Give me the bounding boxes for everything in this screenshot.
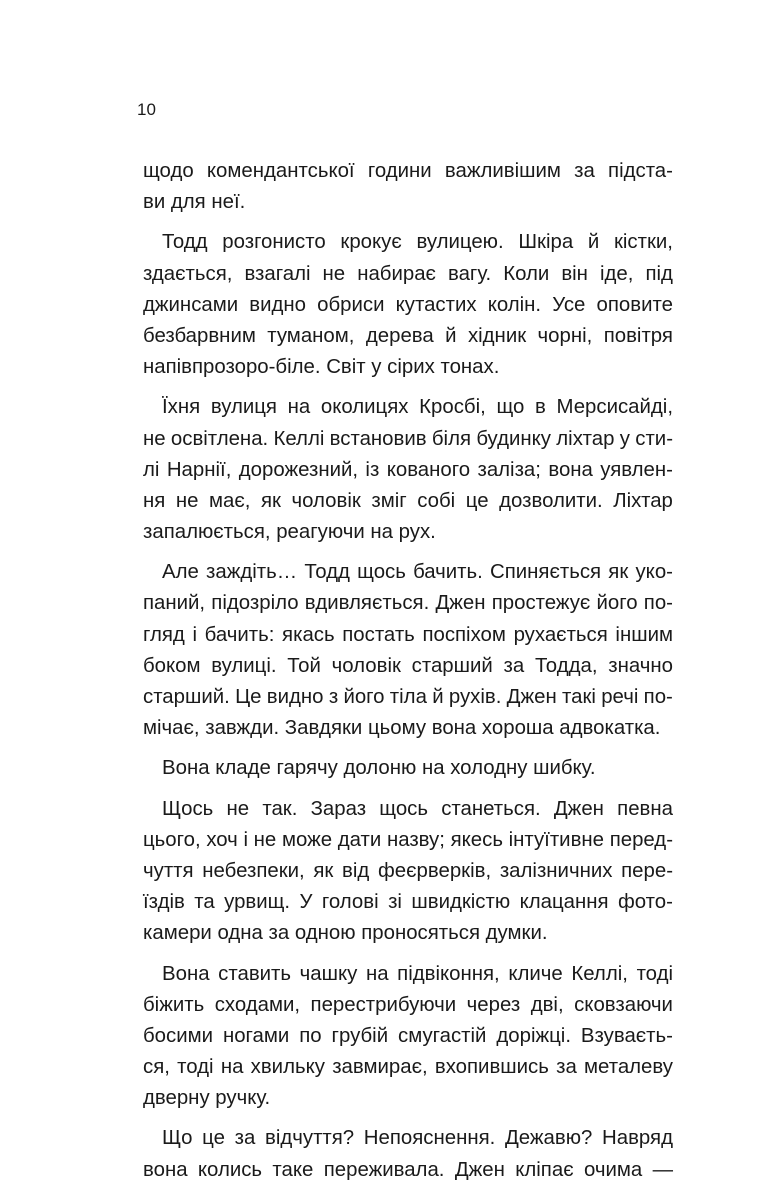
word: хоч — [206, 828, 238, 851]
word: це — [465, 489, 489, 512]
word: це — [202, 1127, 225, 1150]
word: чашку — [299, 962, 358, 985]
text-line — [143, 486, 673, 517]
word: дозволити. — [499, 489, 603, 512]
word: має, — [209, 489, 251, 512]
word: цього, — [143, 828, 201, 851]
word: ня — [143, 489, 166, 512]
word: Зараз — [310, 797, 367, 820]
word: може — [281, 828, 333, 851]
word: так. — [262, 797, 298, 820]
word: Тодд — [304, 561, 350, 584]
text-line — [143, 794, 673, 825]
word: у — [619, 427, 630, 450]
text-line: напівпрозоро-біле. Світ у сірих тонах. — [143, 356, 500, 379]
word: кутастих — [395, 293, 477, 316]
word: будинку — [476, 427, 551, 450]
word: Дежавю? — [504, 1127, 593, 1150]
word: ставить — [218, 962, 292, 985]
word: не — [253, 828, 277, 851]
word: іншим — [615, 623, 673, 646]
word: Мерсисайді, — [556, 396, 673, 419]
word: речі — [601, 686, 639, 708]
word: поспіхом — [422, 623, 506, 646]
word: хвильку — [250, 1056, 325, 1079]
text-line — [143, 424, 673, 455]
word: їздів — [143, 891, 185, 914]
word: туманом, — [267, 324, 355, 347]
word: кліпає — [515, 1158, 574, 1181]
word: Той — [287, 654, 321, 677]
word: вхопившись — [434, 1056, 549, 1079]
word: Тодд — [162, 231, 208, 254]
paragraph — [143, 557, 673, 744]
page-number: 10 — [137, 100, 156, 119]
word: оповите — [596, 293, 673, 316]
word: Це — [235, 686, 262, 708]
word: Тодда, — [534, 654, 598, 677]
word: набирає — [357, 262, 436, 285]
word: Джен — [506, 686, 557, 708]
word: гляд — [143, 623, 185, 646]
word: бачить: — [204, 623, 275, 646]
text-line: ви для неї. — [143, 191, 246, 214]
word: зі — [388, 891, 402, 914]
word: й — [445, 324, 457, 347]
text-line — [143, 887, 673, 918]
text-line — [143, 682, 673, 713]
word: феєрверків, — [378, 859, 492, 882]
word: уко- — [635, 561, 673, 584]
word: зміг — [371, 489, 407, 512]
word: Що — [162, 1127, 193, 1150]
word: від — [342, 859, 370, 882]
text-line — [143, 290, 673, 321]
word: рухається — [513, 623, 608, 646]
word: Нарнії, — [166, 458, 232, 481]
word: дерева — [365, 324, 434, 347]
text-line: дверну ручку. — [143, 1087, 271, 1110]
text-line: камери одна за одною проносяться думки. — [143, 922, 548, 945]
word: як — [261, 489, 281, 512]
text-line — [143, 1123, 673, 1154]
word: на — [220, 1056, 244, 1079]
word: години — [367, 160, 432, 182]
word: Навряд — [602, 1127, 673, 1150]
word: перед- — [609, 828, 673, 851]
word: колін. — [487, 293, 542, 316]
text-line — [143, 825, 673, 856]
word: не — [143, 427, 166, 450]
word: назву; — [386, 828, 445, 851]
word: за — [234, 1127, 256, 1150]
word: безбарвним — [143, 324, 256, 347]
word: Їхня — [162, 396, 201, 419]
word: ногами — [222, 1024, 290, 1047]
paragraph — [143, 959, 673, 1115]
word: його — [596, 592, 638, 615]
paragraph — [143, 753, 673, 784]
word: по- — [643, 592, 673, 615]
word: станеться. — [441, 797, 541, 820]
body-text — [143, 156, 673, 1186]
word: лі — [143, 458, 160, 481]
word: урвищ. — [224, 891, 291, 914]
paragraph — [143, 392, 673, 548]
word: завмирає, — [332, 1056, 428, 1079]
word: Келлі — [273, 427, 325, 450]
word: по- — [643, 686, 673, 708]
word: швидкістю — [411, 891, 511, 914]
text-line — [143, 156, 673, 187]
word: переживала. — [323, 1158, 445, 1181]
paragraph — [143, 227, 673, 383]
word: Келлі, — [571, 962, 628, 985]
word: Джен — [553, 797, 604, 820]
word: старший. — [143, 686, 230, 708]
word: Ліхтар — [613, 489, 673, 512]
word: підвіконня, — [397, 962, 500, 985]
word: доріжці. — [496, 1024, 571, 1047]
word: колись — [197, 1158, 263, 1181]
text-line — [143, 651, 673, 682]
word: Щось — [162, 797, 214, 820]
word: комендантської — [206, 160, 355, 182]
paragraph — [143, 1123, 673, 1185]
word: простежує — [491, 592, 591, 615]
word: Кросбі, — [419, 396, 486, 419]
word: що — [496, 396, 525, 419]
word: й — [587, 231, 600, 254]
word: і — [192, 623, 197, 646]
word: хідник — [467, 324, 527, 347]
word: вулиця — [210, 396, 277, 419]
word: Шкіра — [518, 231, 574, 254]
word: вулицею. — [416, 231, 504, 254]
word: джинсами — [143, 293, 239, 316]
word: з — [328, 686, 339, 708]
word: небезпеки, — [202, 859, 305, 882]
word: й — [432, 686, 444, 708]
text-line — [143, 557, 673, 588]
word: грубій — [331, 1024, 389, 1047]
word: собі — [417, 489, 456, 512]
word: через — [466, 993, 521, 1016]
word: вулиці. — [211, 654, 277, 677]
word: чуття — [143, 859, 194, 882]
paragraph — [143, 156, 673, 218]
word: на — [287, 396, 311, 419]
word: видно — [249, 293, 307, 316]
text-line — [143, 620, 673, 651]
word: і — [243, 828, 248, 851]
word: щось — [357, 561, 406, 584]
word: ліхтар — [556, 427, 615, 450]
word: голові — [321, 891, 379, 914]
word: не — [226, 797, 250, 820]
word: очима — [583, 1158, 643, 1181]
word: чоловік — [331, 654, 401, 677]
word: дорожезний, — [238, 458, 359, 481]
word: старший — [411, 654, 493, 677]
text-line — [143, 392, 673, 423]
word: іде, — [599, 262, 634, 285]
word: важливішим — [444, 160, 561, 182]
word: біжить — [143, 993, 205, 1016]
word: розгонисто — [222, 231, 326, 254]
word: Непояснення. — [363, 1127, 496, 1150]
word: обриси — [317, 293, 385, 316]
word: околицях — [320, 396, 409, 419]
word: Коли — [503, 262, 550, 285]
word: здається, — [143, 262, 233, 285]
word: освітлена. — [170, 427, 269, 450]
word: дати — [337, 828, 382, 851]
word: паний, — [143, 592, 206, 615]
word: значно — [608, 654, 673, 677]
word: У — [299, 891, 313, 914]
text-line — [143, 990, 673, 1021]
word: тіла — [389, 686, 427, 708]
word: не — [175, 489, 199, 512]
word: щось — [379, 797, 428, 820]
word: під — [645, 262, 673, 285]
text-line — [143, 1155, 673, 1186]
word: якась — [282, 623, 335, 646]
word: такі — [562, 686, 596, 708]
text-line — [143, 1052, 673, 1083]
word: вона — [143, 1158, 188, 1181]
word: Усе — [552, 293, 586, 316]
word: чоловік — [291, 489, 361, 512]
word: Джен — [454, 1158, 505, 1181]
word: повітря — [603, 324, 673, 347]
text-line: запалюється, реагуючи на рух. — [143, 521, 436, 544]
word: Вона — [162, 962, 210, 985]
word: підозріло — [211, 592, 299, 615]
text-line — [143, 1021, 673, 1052]
word: вагу. — [447, 262, 492, 285]
word: та — [194, 891, 215, 914]
word: за — [556, 1056, 577, 1079]
word: підста- — [608, 160, 673, 182]
word: заліза; — [477, 458, 541, 481]
word: клацання — [519, 891, 609, 914]
word: вона — [548, 458, 593, 481]
word: в — [534, 396, 546, 419]
word: Взуваєть- — [580, 1024, 673, 1047]
word: постать — [342, 623, 415, 646]
word: як — [608, 561, 629, 584]
word: сходами, — [214, 993, 301, 1016]
word: Джен — [435, 592, 486, 615]
text-line: Вона кладе гарячу долоню на холодну шибку. — [162, 757, 596, 780]
word: біля — [431, 427, 472, 450]
word: його — [343, 686, 385, 708]
text-line: мічає, завжди. Завдяки цьому вона хороша адвокатка. — [143, 717, 661, 740]
word: кличе — [508, 962, 563, 985]
word: кістки, — [613, 231, 673, 254]
word: видно — [266, 686, 324, 708]
word: тоді — [636, 962, 673, 985]
word: інтуїтивне — [508, 828, 605, 851]
word: встановив — [329, 427, 427, 450]
word: ся, — [143, 1056, 170, 1079]
word: дві, — [530, 993, 564, 1016]
word: він — [561, 262, 588, 285]
word: по — [299, 1024, 322, 1047]
word: уявлен- — [600, 458, 673, 481]
word: заждіть… — [206, 561, 298, 584]
word: рухів. — [448, 686, 502, 708]
word: залізничних — [499, 859, 613, 882]
word: певна — [617, 797, 673, 820]
word: металеву — [584, 1056, 673, 1079]
word: вдивляється. — [304, 592, 430, 615]
word: за — [503, 654, 525, 677]
word: не — [322, 262, 346, 285]
paragraph — [143, 794, 673, 950]
word: чорні, — [537, 324, 593, 347]
text-line — [143, 227, 673, 258]
text-line — [143, 455, 673, 486]
word: бачить. — [413, 561, 483, 584]
word: на — [365, 962, 389, 985]
text-line — [143, 259, 673, 290]
word: фото- — [617, 891, 673, 914]
word: пере- — [621, 859, 673, 882]
word: якесь — [450, 828, 503, 851]
text-line — [143, 856, 673, 887]
word: кованого — [386, 458, 471, 481]
word: із — [365, 458, 380, 481]
word: Але — [162, 561, 199, 584]
text-line — [143, 321, 673, 352]
word: тоді — [177, 1056, 214, 1079]
word: смугастій — [398, 1024, 487, 1047]
text-line — [143, 588, 673, 619]
word: — — [652, 1158, 673, 1181]
word: відчуття? — [264, 1127, 355, 1150]
word: Спиняється — [490, 561, 602, 584]
word: щодо — [143, 160, 194, 182]
word: крокує — [340, 231, 402, 254]
word: сковзаючи — [574, 993, 673, 1016]
word: перестрибуючи — [310, 993, 457, 1016]
text-line — [143, 959, 673, 990]
word: таке — [272, 1158, 314, 1181]
word: як — [313, 859, 334, 882]
word: босими — [143, 1024, 214, 1047]
word: сти- — [635, 427, 673, 450]
word: взагалі — [244, 262, 311, 285]
word: за — [574, 160, 595, 182]
word: боком — [143, 654, 201, 677]
